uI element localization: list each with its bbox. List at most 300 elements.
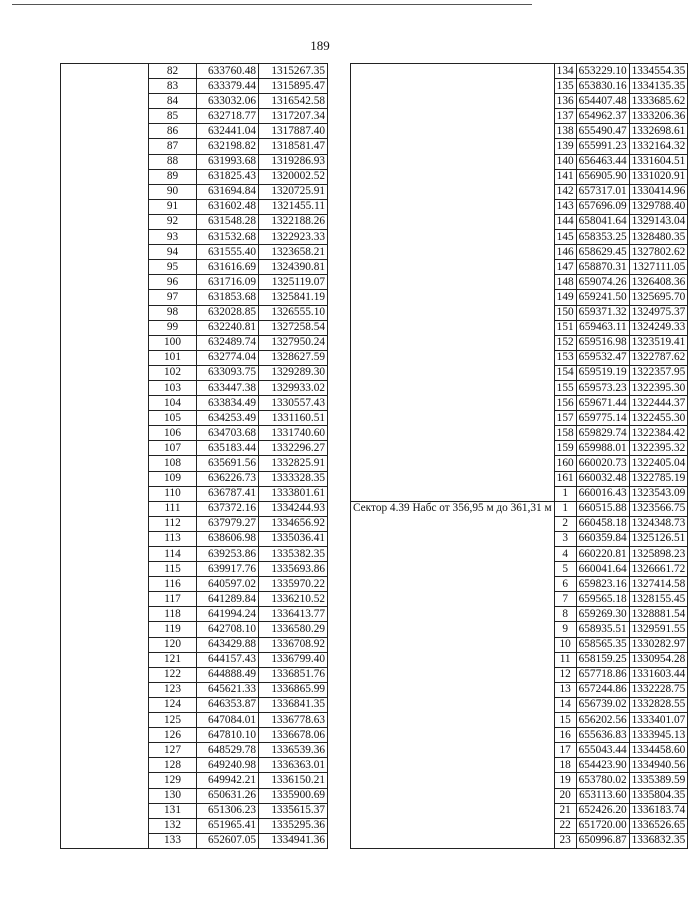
- point-number-cell: 158: [554, 426, 576, 441]
- point-number-cell: 146: [554, 245, 576, 260]
- x-coordinate-cell: 652426.20: [576, 803, 629, 818]
- y-coordinate-cell: 1322787.62: [629, 350, 688, 365]
- x-coordinate-cell: 648529.78: [197, 743, 259, 758]
- y-coordinate-cell: 1320725.91: [259, 184, 328, 199]
- x-coordinate-cell: 631825.43: [197, 169, 259, 184]
- y-coordinate-cell: 1335693.86: [259, 562, 328, 577]
- x-coordinate-cell: 659565.18: [576, 592, 629, 607]
- point-number-cell: 124: [149, 697, 197, 712]
- point-number-cell: 87: [149, 139, 197, 154]
- x-coordinate-cell: 633379.44: [197, 79, 259, 94]
- x-coordinate-cell: 633760.48: [197, 64, 259, 79]
- y-coordinate-cell: 1331020.91: [629, 169, 688, 184]
- x-coordinate-cell: 659463.11: [576, 320, 629, 335]
- y-coordinate-cell: 1326555.10: [259, 305, 328, 320]
- x-coordinate-cell: 639917.76: [197, 562, 259, 577]
- x-coordinate-cell: 659671.44: [576, 396, 629, 411]
- y-coordinate-cell: 1321455.11: [259, 199, 328, 214]
- point-number-cell: 109: [149, 471, 197, 486]
- sector-name-cell: [351, 64, 555, 502]
- point-number-cell: 88: [149, 154, 197, 169]
- x-coordinate-cell: 647810.10: [197, 728, 259, 743]
- y-coordinate-cell: 1332164.32: [629, 139, 688, 154]
- point-number-cell: 15: [554, 713, 576, 728]
- point-number-cell: 1: [554, 486, 576, 501]
- x-coordinate-cell: 631602.48: [197, 199, 259, 214]
- x-coordinate-cell: 637372.16: [197, 501, 259, 516]
- x-coordinate-cell: 645621.33: [197, 682, 259, 697]
- y-coordinate-cell: 1335615.37: [259, 803, 328, 818]
- table-row: [61, 64, 328, 79]
- x-coordinate-cell: 642708.10: [197, 622, 259, 637]
- point-number-cell: 8: [554, 607, 576, 622]
- point-number-cell: 131: [149, 803, 197, 818]
- point-number-cell: 108: [149, 456, 197, 471]
- x-coordinate-cell: 632489.74: [197, 335, 259, 350]
- point-number-cell: 107: [149, 441, 197, 456]
- y-coordinate-cell: 1334940.56: [629, 758, 688, 773]
- y-coordinate-cell: 1323658.21: [259, 245, 328, 260]
- y-coordinate-cell: 1323566.75: [629, 501, 688, 516]
- y-coordinate-cell: 1332228.75: [629, 682, 688, 697]
- y-coordinate-cell: 1335804.35: [629, 788, 688, 803]
- x-coordinate-cell: 647084.01: [197, 713, 259, 728]
- x-coordinate-cell: 653113.60: [576, 788, 629, 803]
- y-coordinate-cell: 1322405.04: [629, 456, 688, 471]
- y-coordinate-cell: 1327258.54: [259, 320, 328, 335]
- y-coordinate-cell: 1322357.95: [629, 365, 688, 380]
- point-number-cell: 1: [554, 501, 576, 516]
- x-coordinate-cell: 660041.64: [576, 562, 629, 577]
- x-coordinate-cell: 641994.24: [197, 607, 259, 622]
- x-coordinate-cell: 659516.98: [576, 335, 629, 350]
- x-coordinate-cell: 632028.85: [197, 305, 259, 320]
- point-number-cell: 139: [554, 139, 576, 154]
- point-number-cell: 152: [554, 335, 576, 350]
- y-coordinate-cell: 1334554.35: [629, 64, 688, 79]
- y-coordinate-cell: 1335900.69: [259, 788, 328, 803]
- x-coordinate-cell: 658565.35: [576, 637, 629, 652]
- y-coordinate-cell: 1322785.19: [629, 471, 688, 486]
- point-number-cell: 114: [149, 547, 197, 562]
- y-coordinate-cell: 1336539.36: [259, 743, 328, 758]
- y-coordinate-cell: 1325695.70: [629, 290, 688, 305]
- y-coordinate-cell: 1329289.30: [259, 365, 328, 380]
- point-number-cell: 83: [149, 79, 197, 94]
- y-coordinate-cell: 1326408.36: [629, 275, 688, 290]
- y-coordinate-cell: 1335295.36: [259, 818, 328, 833]
- x-coordinate-cell: 659823.16: [576, 577, 629, 592]
- point-number-cell: 122: [149, 667, 197, 682]
- x-coordinate-cell: 660016.43: [576, 486, 629, 501]
- x-coordinate-cell: 657696.09: [576, 199, 629, 214]
- x-coordinate-cell: 643429.88: [197, 637, 259, 652]
- x-coordinate-cell: 651306.23: [197, 803, 259, 818]
- y-coordinate-cell: 1327950.24: [259, 335, 328, 350]
- point-number-cell: 148: [554, 275, 576, 290]
- x-coordinate-cell: 659269.30: [576, 607, 629, 622]
- x-coordinate-cell: 657317.01: [576, 184, 629, 199]
- point-number-cell: 159: [554, 441, 576, 456]
- point-number-cell: 104: [149, 396, 197, 411]
- point-number-cell: 156: [554, 396, 576, 411]
- x-coordinate-cell: 631548.28: [197, 214, 259, 229]
- point-number-cell: 144: [554, 214, 576, 229]
- y-coordinate-cell: 1335970.22: [259, 577, 328, 592]
- y-coordinate-cell: 1317887.40: [259, 124, 328, 139]
- y-coordinate-cell: 1334458.60: [629, 743, 688, 758]
- x-coordinate-cell: 641289.84: [197, 592, 259, 607]
- y-coordinate-cell: 1336778.63: [259, 713, 328, 728]
- x-coordinate-cell: 658870.31: [576, 260, 629, 275]
- y-coordinate-cell: 1332828.55: [629, 697, 688, 712]
- y-coordinate-cell: 1331160.51: [259, 411, 328, 426]
- y-coordinate-cell: 1334656.92: [259, 516, 328, 531]
- x-coordinate-cell: 657244.86: [576, 682, 629, 697]
- point-number-cell: 160: [554, 456, 576, 471]
- point-number-cell: 110: [149, 486, 197, 501]
- point-number-cell: 117: [149, 592, 197, 607]
- point-number-cell: 147: [554, 260, 576, 275]
- point-number-cell: 3: [554, 531, 576, 546]
- y-coordinate-cell: 1325841.19: [259, 290, 328, 305]
- coordinates-table-right: [350, 63, 688, 849]
- point-number-cell: 111: [149, 501, 197, 516]
- y-coordinate-cell: 1316542.58: [259, 94, 328, 109]
- y-coordinate-cell: 1336832.35: [629, 833, 688, 848]
- point-number-cell: 120: [149, 637, 197, 652]
- point-number-cell: 7: [554, 592, 576, 607]
- y-coordinate-cell: 1331604.51: [629, 154, 688, 169]
- point-number-cell: 20: [554, 788, 576, 803]
- y-coordinate-cell: 1324249.33: [629, 320, 688, 335]
- x-coordinate-cell: 659532.47: [576, 350, 629, 365]
- x-coordinate-cell: 659371.32: [576, 305, 629, 320]
- x-coordinate-cell: 659074.26: [576, 275, 629, 290]
- point-number-cell: 17: [554, 743, 576, 758]
- y-coordinate-cell: 1324390.81: [259, 260, 328, 275]
- x-coordinate-cell: 659241.50: [576, 290, 629, 305]
- y-coordinate-cell: 1336841.35: [259, 697, 328, 712]
- x-coordinate-cell: 655636.83: [576, 728, 629, 743]
- x-coordinate-cell: 649942.21: [197, 773, 259, 788]
- top-rule-line: [12, 4, 532, 5]
- x-coordinate-cell: 637979.27: [197, 516, 259, 531]
- y-coordinate-cell: 1325126.51: [629, 531, 688, 546]
- x-coordinate-cell: 655991.23: [576, 139, 629, 154]
- point-number-cell: 135: [554, 79, 576, 94]
- point-number-cell: 96: [149, 275, 197, 290]
- y-coordinate-cell: 1336150.21: [259, 773, 328, 788]
- y-coordinate-cell: 1317207.34: [259, 109, 328, 124]
- y-coordinate-cell: 1327802.62: [629, 245, 688, 260]
- y-coordinate-cell: 1315895.47: [259, 79, 328, 94]
- point-number-cell: 12: [554, 667, 576, 682]
- point-number-cell: 115: [149, 562, 197, 577]
- x-coordinate-cell: 644888.49: [197, 667, 259, 682]
- point-number-cell: 121: [149, 652, 197, 667]
- x-coordinate-cell: 634703.68: [197, 426, 259, 441]
- coordinates-table-left: [60, 63, 328, 849]
- x-coordinate-cell: 660515.88: [576, 501, 629, 516]
- point-number-cell: 161: [554, 471, 576, 486]
- point-number-cell: 138: [554, 124, 576, 139]
- x-coordinate-cell: 653780.02: [576, 773, 629, 788]
- point-number-cell: 150: [554, 305, 576, 320]
- point-number-cell: 98: [149, 305, 197, 320]
- x-coordinate-cell: 631853.68: [197, 290, 259, 305]
- point-number-cell: 142: [554, 184, 576, 199]
- point-number-cell: 153: [554, 350, 576, 365]
- point-number-cell: 2: [554, 516, 576, 531]
- y-coordinate-cell: 1332698.61: [629, 124, 688, 139]
- point-number-cell: 116: [149, 577, 197, 592]
- point-number-cell: 14: [554, 697, 576, 712]
- y-coordinate-cell: 1336413.77: [259, 607, 328, 622]
- point-number-cell: 94: [149, 245, 197, 260]
- y-coordinate-cell: 1334135.35: [629, 79, 688, 94]
- point-number-cell: 133: [149, 833, 197, 848]
- x-coordinate-cell: 660020.73: [576, 456, 629, 471]
- x-coordinate-cell: 659775.14: [576, 411, 629, 426]
- sector-name-cell: [61, 64, 149, 849]
- x-coordinate-cell: 631532.68: [197, 230, 259, 245]
- point-number-cell: 127: [149, 743, 197, 758]
- point-number-cell: 136: [554, 94, 576, 109]
- x-coordinate-cell: 644157.43: [197, 652, 259, 667]
- point-number-cell: 90: [149, 184, 197, 199]
- x-coordinate-cell: 632198.82: [197, 139, 259, 154]
- y-coordinate-cell: 1331740.60: [259, 426, 328, 441]
- x-coordinate-cell: 654423.90: [576, 758, 629, 773]
- point-number-cell: 103: [149, 380, 197, 395]
- y-coordinate-cell: 1336799.40: [259, 652, 328, 667]
- y-coordinate-cell: 1322384.42: [629, 426, 688, 441]
- x-coordinate-cell: 656202.56: [576, 713, 629, 728]
- x-coordinate-cell: 633093.75: [197, 365, 259, 380]
- y-coordinate-cell: 1333206.36: [629, 109, 688, 124]
- point-number-cell: 125: [149, 713, 197, 728]
- x-coordinate-cell: 631993.68: [197, 154, 259, 169]
- y-coordinate-cell: 1336851.76: [259, 667, 328, 682]
- y-coordinate-cell: 1322444.37: [629, 396, 688, 411]
- y-coordinate-cell: 1328627.59: [259, 350, 328, 365]
- y-coordinate-cell: 1331603.44: [629, 667, 688, 682]
- point-number-cell: 132: [149, 818, 197, 833]
- y-coordinate-cell: 1333945.13: [629, 728, 688, 743]
- x-coordinate-cell: 631555.40: [197, 245, 259, 260]
- sector-label-cell: Сектор 4.39 Набс от 356,95 м до 361,31 м: [351, 501, 555, 848]
- y-coordinate-cell: 1336526.65: [629, 818, 688, 833]
- x-coordinate-cell: 633032.06: [197, 94, 259, 109]
- y-coordinate-cell: 1333401.07: [629, 713, 688, 728]
- point-number-cell: 126: [149, 728, 197, 743]
- y-coordinate-cell: 1323543.09: [629, 486, 688, 501]
- point-number-cell: 85: [149, 109, 197, 124]
- point-number-cell: 9: [554, 622, 576, 637]
- point-number-cell: 18: [554, 758, 576, 773]
- y-coordinate-cell: 1325119.07: [259, 275, 328, 290]
- point-number-cell: 4: [554, 547, 576, 562]
- y-coordinate-cell: 1328155.45: [629, 592, 688, 607]
- point-number-cell: 149: [554, 290, 576, 305]
- y-coordinate-cell: 1329591.55: [629, 622, 688, 637]
- y-coordinate-cell: 1336363.01: [259, 758, 328, 773]
- x-coordinate-cell: 640597.02: [197, 577, 259, 592]
- x-coordinate-cell: 639253.86: [197, 547, 259, 562]
- point-number-cell: 22: [554, 818, 576, 833]
- x-coordinate-cell: 638606.98: [197, 531, 259, 546]
- x-coordinate-cell: 634253.49: [197, 411, 259, 426]
- x-coordinate-cell: 653830.16: [576, 79, 629, 94]
- y-coordinate-cell: 1333685.62: [629, 94, 688, 109]
- point-number-cell: 145: [554, 230, 576, 245]
- point-number-cell: 95: [149, 260, 197, 275]
- point-number-cell: 23: [554, 833, 576, 848]
- x-coordinate-cell: 660220.81: [576, 547, 629, 562]
- x-coordinate-cell: 659573.23: [576, 380, 629, 395]
- x-coordinate-cell: 659988.01: [576, 441, 629, 456]
- point-number-cell: 5: [554, 562, 576, 577]
- y-coordinate-cell: 1328480.35: [629, 230, 688, 245]
- x-coordinate-cell: 658159.25: [576, 652, 629, 667]
- x-coordinate-cell: 654407.48: [576, 94, 629, 109]
- point-number-cell: 11: [554, 652, 576, 667]
- point-number-cell: 123: [149, 682, 197, 697]
- point-number-cell: 137: [554, 109, 576, 124]
- x-coordinate-cell: 656905.90: [576, 169, 629, 184]
- point-number-cell: 84: [149, 94, 197, 109]
- y-coordinate-cell: 1330282.97: [629, 637, 688, 652]
- point-number-cell: 157: [554, 411, 576, 426]
- point-number-cell: 102: [149, 365, 197, 380]
- point-number-cell: 86: [149, 124, 197, 139]
- y-coordinate-cell: 1327414.58: [629, 577, 688, 592]
- x-coordinate-cell: 635183.44: [197, 441, 259, 456]
- y-coordinate-cell: 1320002.52: [259, 169, 328, 184]
- point-number-cell: 143: [554, 199, 576, 214]
- point-number-cell: 21: [554, 803, 576, 818]
- y-coordinate-cell: 1322455.30: [629, 411, 688, 426]
- y-coordinate-cell: 1333801.61: [259, 486, 328, 501]
- y-coordinate-cell: 1329143.04: [629, 214, 688, 229]
- point-number-cell: 97: [149, 290, 197, 305]
- x-coordinate-cell: 651720.00: [576, 818, 629, 833]
- y-coordinate-cell: 1336210.52: [259, 592, 328, 607]
- x-coordinate-cell: 658935.51: [576, 622, 629, 637]
- y-coordinate-cell: 1336183.74: [629, 803, 688, 818]
- y-coordinate-cell: 1330557.43: [259, 396, 328, 411]
- x-coordinate-cell: 657718.86: [576, 667, 629, 682]
- x-coordinate-cell: 649240.98: [197, 758, 259, 773]
- y-coordinate-cell: 1336865.99: [259, 682, 328, 697]
- point-number-cell: 130: [149, 788, 197, 803]
- y-coordinate-cell: 1319286.93: [259, 154, 328, 169]
- x-coordinate-cell: 659519.19: [576, 365, 629, 380]
- x-coordinate-cell: 635691.56: [197, 456, 259, 471]
- point-number-cell: 16: [554, 728, 576, 743]
- x-coordinate-cell: 659829.74: [576, 426, 629, 441]
- x-coordinate-cell: 632240.81: [197, 320, 259, 335]
- point-number-cell: 91: [149, 199, 197, 214]
- x-coordinate-cell: 654962.37: [576, 109, 629, 124]
- y-coordinate-cell: 1322188.26: [259, 214, 328, 229]
- page-number: 189: [310, 38, 330, 53]
- point-number-cell: 128: [149, 758, 197, 773]
- y-coordinate-cell: 1325898.23: [629, 547, 688, 562]
- y-coordinate-cell: 1335036.41: [259, 531, 328, 546]
- y-coordinate-cell: 1322395.30: [629, 380, 688, 395]
- point-number-cell: 100: [149, 335, 197, 350]
- y-coordinate-cell: 1329788.40: [629, 199, 688, 214]
- x-coordinate-cell: 646353.87: [197, 697, 259, 712]
- point-number-cell: 112: [149, 516, 197, 531]
- x-coordinate-cell: 631694.84: [197, 184, 259, 199]
- x-coordinate-cell: 650996.87: [576, 833, 629, 848]
- x-coordinate-cell: 650631.26: [197, 788, 259, 803]
- x-coordinate-cell: 660032.48: [576, 471, 629, 486]
- table-row: [351, 501, 688, 516]
- point-number-cell: 105: [149, 411, 197, 426]
- y-coordinate-cell: 1332825.91: [259, 456, 328, 471]
- point-number-cell: 129: [149, 773, 197, 788]
- x-coordinate-cell: 655043.44: [576, 743, 629, 758]
- x-coordinate-cell: 656463.44: [576, 154, 629, 169]
- x-coordinate-cell: 658041.64: [576, 214, 629, 229]
- point-number-cell: 113: [149, 531, 197, 546]
- x-coordinate-cell: 633834.49: [197, 396, 259, 411]
- x-coordinate-cell: 631616.69: [197, 260, 259, 275]
- point-number-cell: 154: [554, 365, 576, 380]
- x-coordinate-cell: 658629.45: [576, 245, 629, 260]
- x-coordinate-cell: 653229.10: [576, 64, 629, 79]
- y-coordinate-cell: 1322923.33: [259, 230, 328, 245]
- point-number-cell: 134: [554, 64, 576, 79]
- x-coordinate-cell: 633447.38: [197, 380, 259, 395]
- y-coordinate-cell: 1330954.28: [629, 652, 688, 667]
- y-coordinate-cell: 1335389.59: [629, 773, 688, 788]
- x-coordinate-cell: 636226.73: [197, 471, 259, 486]
- point-number-cell: 155: [554, 380, 576, 395]
- point-number-cell: 118: [149, 607, 197, 622]
- y-coordinate-cell: 1334244.93: [259, 501, 328, 516]
- y-coordinate-cell: 1322395.32: [629, 441, 688, 456]
- point-number-cell: 99: [149, 320, 197, 335]
- table-row: [351, 64, 688, 79]
- point-number-cell: 10: [554, 637, 576, 652]
- x-coordinate-cell: 656739.02: [576, 697, 629, 712]
- x-coordinate-cell: 660458.18: [576, 516, 629, 531]
- y-coordinate-cell: 1330414.96: [629, 184, 688, 199]
- x-coordinate-cell: 660359.84: [576, 531, 629, 546]
- point-number-cell: 93: [149, 230, 197, 245]
- point-number-cell: 141: [554, 169, 576, 184]
- point-number-cell: 82: [149, 64, 197, 79]
- y-coordinate-cell: 1326661.72: [629, 562, 688, 577]
- y-coordinate-cell: 1328881.54: [629, 607, 688, 622]
- point-number-cell: 151: [554, 320, 576, 335]
- point-number-cell: 106: [149, 426, 197, 441]
- point-number-cell: 89: [149, 169, 197, 184]
- y-coordinate-cell: 1333328.35: [259, 471, 328, 486]
- y-coordinate-cell: 1327111.05: [629, 260, 688, 275]
- point-number-cell: 13: [554, 682, 576, 697]
- point-number-cell: 6: [554, 577, 576, 592]
- y-coordinate-cell: 1336678.06: [259, 728, 328, 743]
- point-number-cell: 19: [554, 773, 576, 788]
- x-coordinate-cell: 651965.41: [197, 818, 259, 833]
- y-coordinate-cell: 1335382.35: [259, 547, 328, 562]
